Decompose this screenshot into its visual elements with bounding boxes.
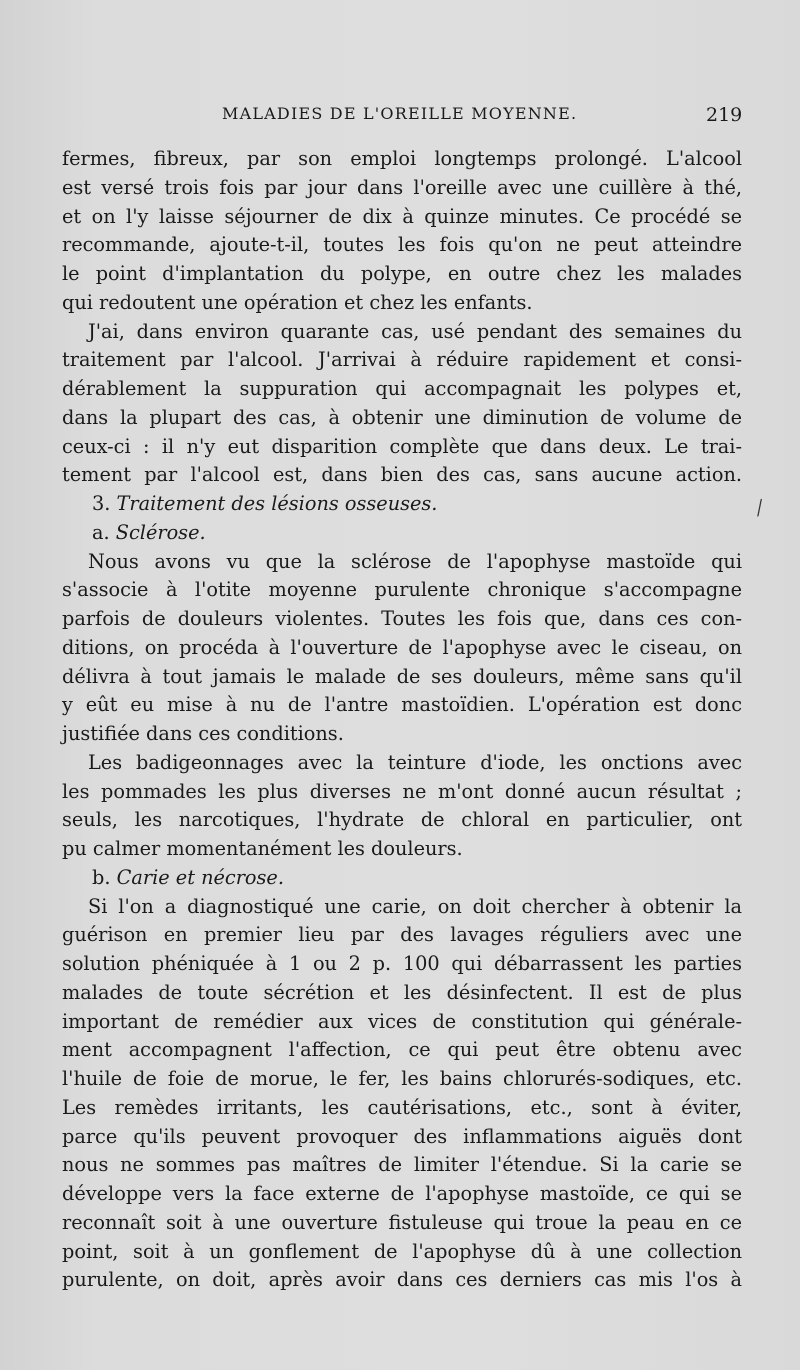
text-line: recommande, ajoute-t-il, toutes les fois qu'on ne peut atteindre (62, 233, 742, 257)
text-line: Nous avons vu que la sclérose de l'apophyse mastoïde qui (88, 549, 742, 573)
section-heading: Traitement des lésions osseuses. (116, 492, 438, 515)
text-line: ment accompagnent l'affection, ce qui peut être obtenu avec (62, 1038, 742, 1062)
margin-pencil-mark: ⁄ (753, 496, 766, 520)
text-line: point, soit à un gonflement de l'apophyse dû à une collection (62, 1239, 742, 1263)
text-line: nous ne sommes pas maîtres de limiter l'étendue. Si la carie se (62, 1153, 742, 1177)
running-title: MALADIES DE L'OREILLE MOYENNE. (222, 104, 578, 123)
text-line: et on l'y laisse séjourner de dix à quinze minutes. Ce procédé se (62, 204, 742, 228)
text-line: l'huile de foie de morue, le fer, les bains chlorurés-sodiques, etc. (62, 1067, 742, 1090)
text-line: Les remèdes irritants, les cautérisations, etc., sont à éviter, (62, 1095, 742, 1119)
text-line: purulente, on doit, après avoir dans ces derniers cas mis l'os à (62, 1268, 742, 1292)
text-line: développe vers la face externe de l'apophyse mastoïde, ce qui se (62, 1182, 742, 1205)
section-heading: Carie et nécrose. (116, 865, 284, 889)
body-text (62, 145, 742, 1295)
page-number: 219 (706, 104, 743, 126)
text-line: Les badigeonnages avec la teinture d'iode, les onctions avec (88, 750, 742, 774)
text-line: tement par l'alcool est, dans bien des cas, sans aucune action. (62, 463, 742, 487)
text-line: parce qu'ils peuvent provoquer des inflammations aiguës dont (62, 1124, 742, 1148)
text-line: J'ai, dans environ quarante cas, usé pendant des semaines du (88, 319, 742, 343)
text-line: dans la plupart des cas, à obtenir une diminution de volume de (62, 405, 742, 429)
text-line: ceux-ci : il n'y eut disparition complète que dans deux. Le trai- (62, 434, 742, 458)
text-line (62, 490, 742, 519)
text-line: est versé trois fois par jour dans l'oreille avec une cuillère à thé, (62, 175, 742, 199)
section-heading: Sclérose. (115, 520, 206, 544)
text-line: important de remédier aux vices de constitution qui générale- (62, 1009, 742, 1033)
text-line: traitement par l'alcool. J'arrivai à réduire rapidement et consi- (62, 348, 742, 372)
text-line: fermes, fibreux, par son emploi longtemps prolongé. L'alcool (62, 147, 742, 170)
text-line: les pommades les plus diverses ne m'ont donné aucun résultat ; (62, 779, 742, 803)
page-header (0, 104, 800, 134)
text-line: qui redoutent une opération et chez les enfants. (62, 290, 533, 314)
text-line (62, 864, 742, 893)
text-line: justifiée dans ces conditions. (62, 722, 344, 745)
text-line: ditions, on procéda à l'ouverture de l'apophyse avec le ciseau, on (62, 635, 742, 659)
text-line: seuls, les narcotiques, l'hydrate de chloral en particulier, ont (62, 808, 742, 832)
text-line: dérablement la suppuration qui accompagnait les polypes et, (62, 377, 742, 400)
section-number: 3. (92, 492, 117, 515)
text-line: solution phéniquée à 1 ou 2 p. 100 qui débarrassent les parties (62, 952, 742, 975)
text-line: malades de toute sécrétion et les désinfectent. Il est de plus (62, 980, 742, 1004)
text-line: y eût eu mise à nu de l'antre mastoïdien. L'opération est donc (62, 693, 742, 717)
text-line: s'associe à l'otite moyenne purulente chronique s'accompagne (62, 578, 742, 602)
text-line: délivra à tout jamais le malade de ses douleurs, même sans qu'il (62, 664, 742, 688)
text-line: guérison en premier lieu par des lavages réguliers avec une (62, 923, 742, 947)
text-line: parfois de douleurs violentes. Toutes les fois que, dans ces con- (62, 607, 742, 630)
text-line: Si l'on a diagnostiqué une carie, on doit chercher à obtenir la (88, 894, 742, 918)
text-line: pu calmer momentanément les douleurs. (62, 837, 463, 860)
text-line: le point d'implantation du polype, en outre chez les malades (62, 262, 742, 285)
section-number: b. (92, 865, 117, 889)
text-line: reconnaît soit à une ouverture fistuleuse qui troue la peau en ce (62, 1210, 742, 1234)
text-line (62, 519, 742, 548)
section-number: a. (92, 520, 116, 544)
